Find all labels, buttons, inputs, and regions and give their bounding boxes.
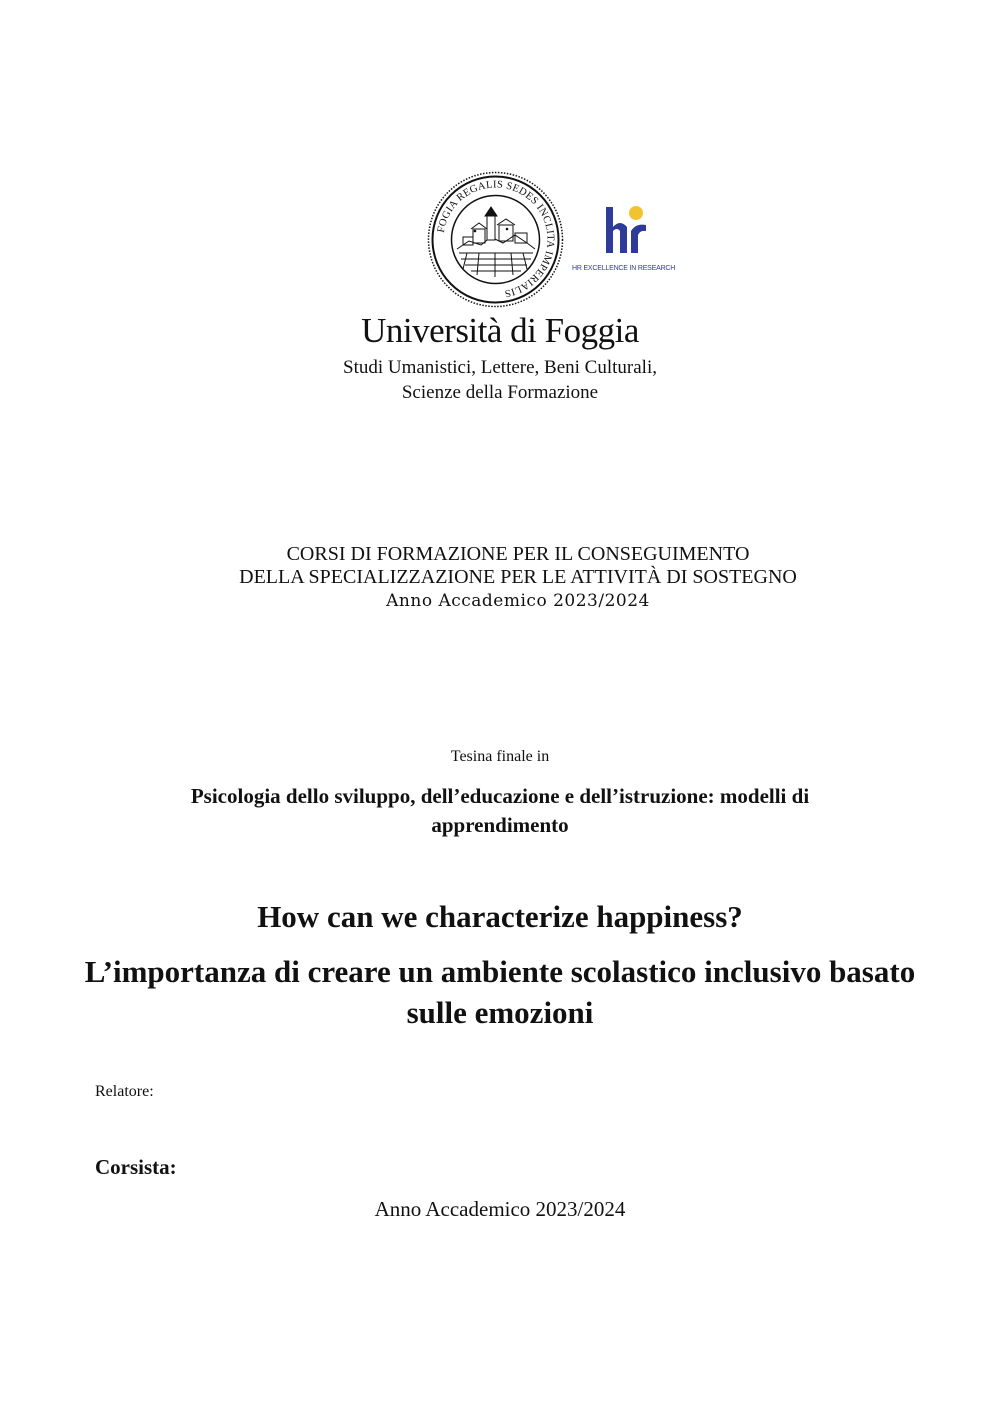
university-seal <box>427 171 564 308</box>
thesis-intro: Tesina finale in <box>450 748 550 765</box>
academic-year-footer: Anno Accademico 2023/2024 <box>374 1197 626 1221</box>
thesis-subtitle: L’importanza di creare un ambiente scolastico inclusivo basato sulle emozioni <box>84 954 916 1030</box>
seal-text: FOGIA REGALIS SEDES INCLITA IMPERIALIS <box>435 179 556 299</box>
department-line2: Scienze della Formazione <box>401 382 599 403</box>
course-line2: DELLA SPECIALIZZAZIONE PER LE ATTIVITÀ DI SOSTEGNO <box>239 566 797 588</box>
hr-excellence-logo <box>600 203 660 259</box>
course-line1: CORSI DI FORMAZIONE PER IL CONSEGUIMENTO <box>286 543 750 565</box>
thesis-subject: Psicologia dello sviluppo, dell’educazione e dell’istruzione: modelli di apprendimento <box>190 784 810 837</box>
university-name: Università di Foggia <box>361 311 639 350</box>
department-line1: Studi Umanistici, Lettere, Beni Culturali, <box>343 357 657 378</box>
relatore-label: Relatore: <box>95 1083 154 1100</box>
hr-caption: HR EXCELLENCE IN RESEARCH <box>572 265 676 272</box>
course-year: Anno Accademico 2023/2024 <box>386 591 650 611</box>
corsista-label: Corsista: <box>95 1155 177 1179</box>
thesis-title: How can we characterize happiness? <box>257 899 743 934</box>
